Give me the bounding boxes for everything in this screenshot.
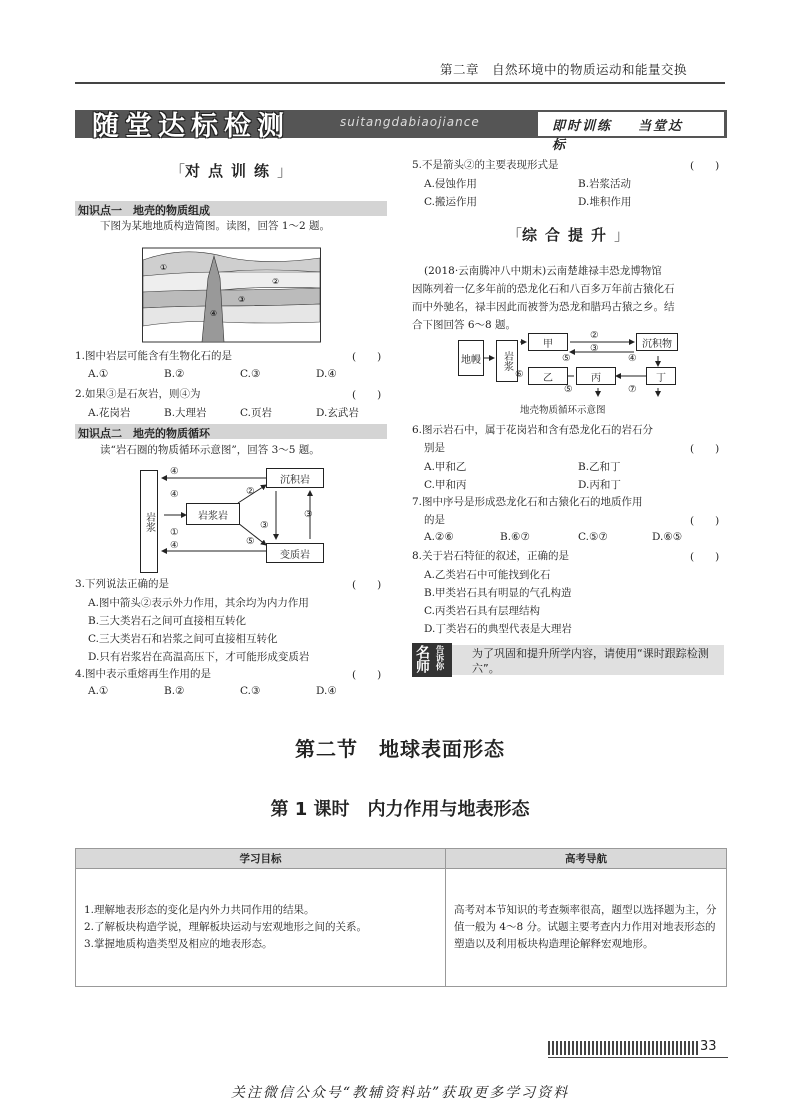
q8-option-b[interactable]: B.甲类岩石具有明显的气孔构造 <box>424 587 572 599</box>
q5-option-d[interactable]: D.堆积作用 <box>578 196 632 208</box>
question-1: 1.图中岩层可能含有生物化石的是 <box>75 350 233 362</box>
cycle-label-1: ① <box>170 527 179 538</box>
diag-label-6: ⑥ <box>515 369 524 380</box>
question-3: 3.下列说法正确的是 <box>75 578 170 590</box>
q6-option-c[interactable]: C.甲和丙 <box>424 479 467 491</box>
answer-bracket: ( ) <box>690 515 720 527</box>
q1-option-b[interactable]: B.② <box>164 368 185 380</box>
question-6: 6.图示岩石中，属于花岗岩和含有恐龙化石的岩石分 <box>412 424 654 436</box>
q8-option-d[interactable]: D.丁类岩石的典型代表是大理岩 <box>424 623 572 635</box>
diagram-rock-bing: 丙 <box>576 367 616 385</box>
q3-option-b[interactable]: B.三大类岩石之间可直接相互转化 <box>88 615 247 627</box>
q4-option-d[interactable]: D.④ <box>316 685 337 697</box>
rock-cycle-magma: 岩浆 <box>140 470 158 573</box>
svg-text:④: ④ <box>210 309 218 318</box>
q4-option-a[interactable]: A.① <box>88 685 109 697</box>
diagram-rock-yi: 乙 <box>528 367 568 385</box>
diag-label-5a: ⑤ <box>562 353 571 364</box>
q2-option-d[interactable]: D.玄武岩 <box>316 407 359 419</box>
goal-item: 1.理解地表形态的变化是内外力共同作用的结果。 <box>84 904 315 916</box>
answer-bracket: ( ) <box>352 389 382 401</box>
teacher-tip-badge <box>412 643 452 677</box>
banner-slogan-1: 即时训练 <box>552 119 613 134</box>
rock-cycle-igneous: 岩浆岩 <box>186 503 240 525</box>
question-7: 7.图中序号是形成恐龙化石和古猿化石的地质作用 <box>412 496 643 508</box>
diag-label-7: ⑦ <box>628 384 637 395</box>
section-title-right: 「综合提升」 <box>506 226 630 244</box>
section-title-left: 「对点训练」 <box>169 162 293 180</box>
kp1-intro: 下图为某地地质构造简图。读图，回答 1～2 题。 <box>100 220 331 232</box>
footer-note: 关注微信公众号“教辅资料站”获取更多学习资料 <box>230 1085 570 1101</box>
banner-pinyin: suitangdabiaojiance <box>340 115 480 129</box>
q7-option-b[interactable]: B.⑥⑦ <box>500 531 530 543</box>
case-intro-line-2: 因陈列着一亿多年前的恐龙化石和八百多万年前古猿化石 <box>412 283 675 295</box>
kp2-intro: 读“岩石圈的物质循环示意图”，回答 3～5 题。 <box>100 444 320 456</box>
question-2: 2.如果③是石灰岩，则④为 <box>75 388 201 400</box>
q8-option-a[interactable]: A.乙类岩石中可能找到化石 <box>424 569 551 581</box>
teacher-tip-text: 为了巩固和提升所学内容，请使用“课时跟踪检测六”。 <box>472 647 709 675</box>
lesson-heading: 第 1 课时 内力作用与地表形态 <box>270 799 530 820</box>
q7-option-a[interactable]: A.②⑥ <box>424 531 454 543</box>
section-heading: 第二节 地球表面形态 <box>295 737 505 761</box>
answer-bracket: ( ) <box>690 160 720 172</box>
q1-option-d[interactable]: D.④ <box>316 368 337 380</box>
cycle-label-4b: ④ <box>170 489 179 500</box>
svg-text:③: ③ <box>238 295 246 304</box>
teacher-tip-tag-small: 告诉你 <box>434 645 444 671</box>
guide-cell: 高考对本节知识的考查频率很高，题型以选择题为主，分值一般为 4～8 分。试题主要考查内力作用对地表形态的塑造以及利用板块构造理论解释宏观地形。 <box>446 869 727 987</box>
rock-cycle-sedimentary: 沉积岩 <box>266 468 324 488</box>
q6-option-a[interactable]: A.甲和乙 <box>424 461 467 473</box>
header-rule <box>75 82 725 84</box>
diag-label-5b: ⑤ <box>564 384 573 395</box>
goal-item: 3.掌握地质构造类型及相应的地表形态。 <box>84 938 273 950</box>
q4-option-b[interactable]: B.② <box>164 685 185 697</box>
case-intro <box>412 262 724 334</box>
answer-bracket: ( ) <box>690 443 720 455</box>
knowledge-point-2: 知识点二 地壳的物质循环 <box>75 424 387 439</box>
cycle-label-3a: ③ <box>260 520 269 531</box>
page-number-hatch <box>548 1041 698 1055</box>
q1-option-c[interactable]: C.③ <box>240 368 261 380</box>
q2-option-a[interactable]: A.花岗岩 <box>88 407 131 419</box>
banner-slogan <box>538 112 724 153</box>
diagram-magma: 岩浆 <box>496 340 518 382</box>
q3-option-c[interactable]: C.三大类岩石和岩浆之间可直接相互转化 <box>88 633 278 645</box>
q6-option-d[interactable]: D.丙和丁 <box>578 479 621 491</box>
question-6-cont: 别是 <box>424 442 445 454</box>
cycle-label-4c: ④ <box>170 540 179 551</box>
diag-label-3: ③ <box>590 343 599 354</box>
q2-option-b[interactable]: B.大理岩 <box>164 407 207 419</box>
q7-option-c[interactable]: C.⑤⑦ <box>578 531 608 543</box>
question-4: 4.图中表示重熔再生作用的是 <box>75 668 212 680</box>
q2-option-c[interactable]: C.页岩 <box>240 407 272 419</box>
goal-item: 2.了解板块构造学说，理解板块运动与宏观地形之间的关系。 <box>84 921 368 933</box>
page-number: 33 <box>700 1039 717 1054</box>
q4-option-c[interactable]: C.③ <box>240 685 261 697</box>
guide-header: 高考导航 <box>446 849 727 869</box>
q5-option-a[interactable]: A.侵蚀作用 <box>424 178 477 190</box>
banner-title: 随堂达标检测 <box>92 111 290 142</box>
rock-cycle-metamorphic: 变质岩 <box>266 543 324 563</box>
question-5: 5.不是箭头②的主要表现形式是 <box>412 159 559 171</box>
case-intro-line-4: 合下图回答 6～8 题。 <box>412 319 517 331</box>
q6-option-b[interactable]: B.乙和丁 <box>578 461 621 473</box>
answer-bracket: ( ) <box>352 669 382 681</box>
diag-label-2: ② <box>590 330 599 341</box>
q3-option-a[interactable]: A.图中箭头②表示外力作用，其余均为内力作用 <box>88 597 309 609</box>
diagram-rock-ding: 丁 <box>646 367 676 385</box>
q5-option-c[interactable]: C.搬运作用 <box>424 196 477 208</box>
answer-bracket: ( ) <box>690 551 720 563</box>
banner-slogan-2: 当堂达标 <box>552 119 684 153</box>
diagram-sediment: 沉积物 <box>636 333 678 351</box>
diag-label-4: ④ <box>628 353 637 364</box>
cycle-label-5: ⑤ <box>246 536 255 547</box>
svg-text:①: ① <box>160 263 168 272</box>
answer-bracket: ( ) <box>352 579 382 591</box>
learning-goals-table <box>75 848 727 987</box>
geologic-structure-figure <box>142 238 322 343</box>
knowledge-point-1: 知识点一 地壳的物质组成 <box>75 201 387 216</box>
q1-option-a[interactable]: A.① <box>88 368 109 380</box>
diagram-caption: 地壳物质循环示意图 <box>520 405 606 416</box>
answer-bracket: ( ) <box>352 351 382 363</box>
q5-option-b[interactable]: B.岩浆活动 <box>578 178 632 190</box>
page-number-rule <box>548 1057 728 1058</box>
chapter-header: 第二章 自然环境中的物质运动和能量交换 <box>440 62 688 77</box>
q3-option-d[interactable]: D.只有岩浆岩在高温高压下，才可能形成变质岩 <box>88 651 310 663</box>
q7-option-d[interactable]: D.⑥⑤ <box>652 531 683 543</box>
goals-cell <box>76 869 446 987</box>
cycle-label-4a: ④ <box>170 466 179 477</box>
teacher-tip-tag: 名师 <box>414 645 430 673</box>
question-8: 8.关于岩石特征的叙述，正确的是 <box>412 550 570 562</box>
q8-option-c[interactable]: C.丙类岩石具有层理结构 <box>424 605 540 617</box>
cycle-label-3b: ③ <box>304 509 313 520</box>
diagram-rock-jia: 甲 <box>528 333 568 351</box>
case-intro-line-3: 而中外驰名，禄丰因此而被誉为恐龙和腊玛古猿之乡。结 <box>412 301 675 313</box>
svg-text:②: ② <box>272 277 280 286</box>
cycle-label-2: ② <box>246 486 255 497</box>
question-7-cont: 的是 <box>424 514 445 526</box>
diagram-mantle: 地幔 <box>458 340 484 376</box>
goals-header: 学习目标 <box>76 849 446 869</box>
case-intro-line-1: (2018·云南腾冲八中期末)云南楚雄禄丰恐龙博物馆 <box>424 265 662 277</box>
